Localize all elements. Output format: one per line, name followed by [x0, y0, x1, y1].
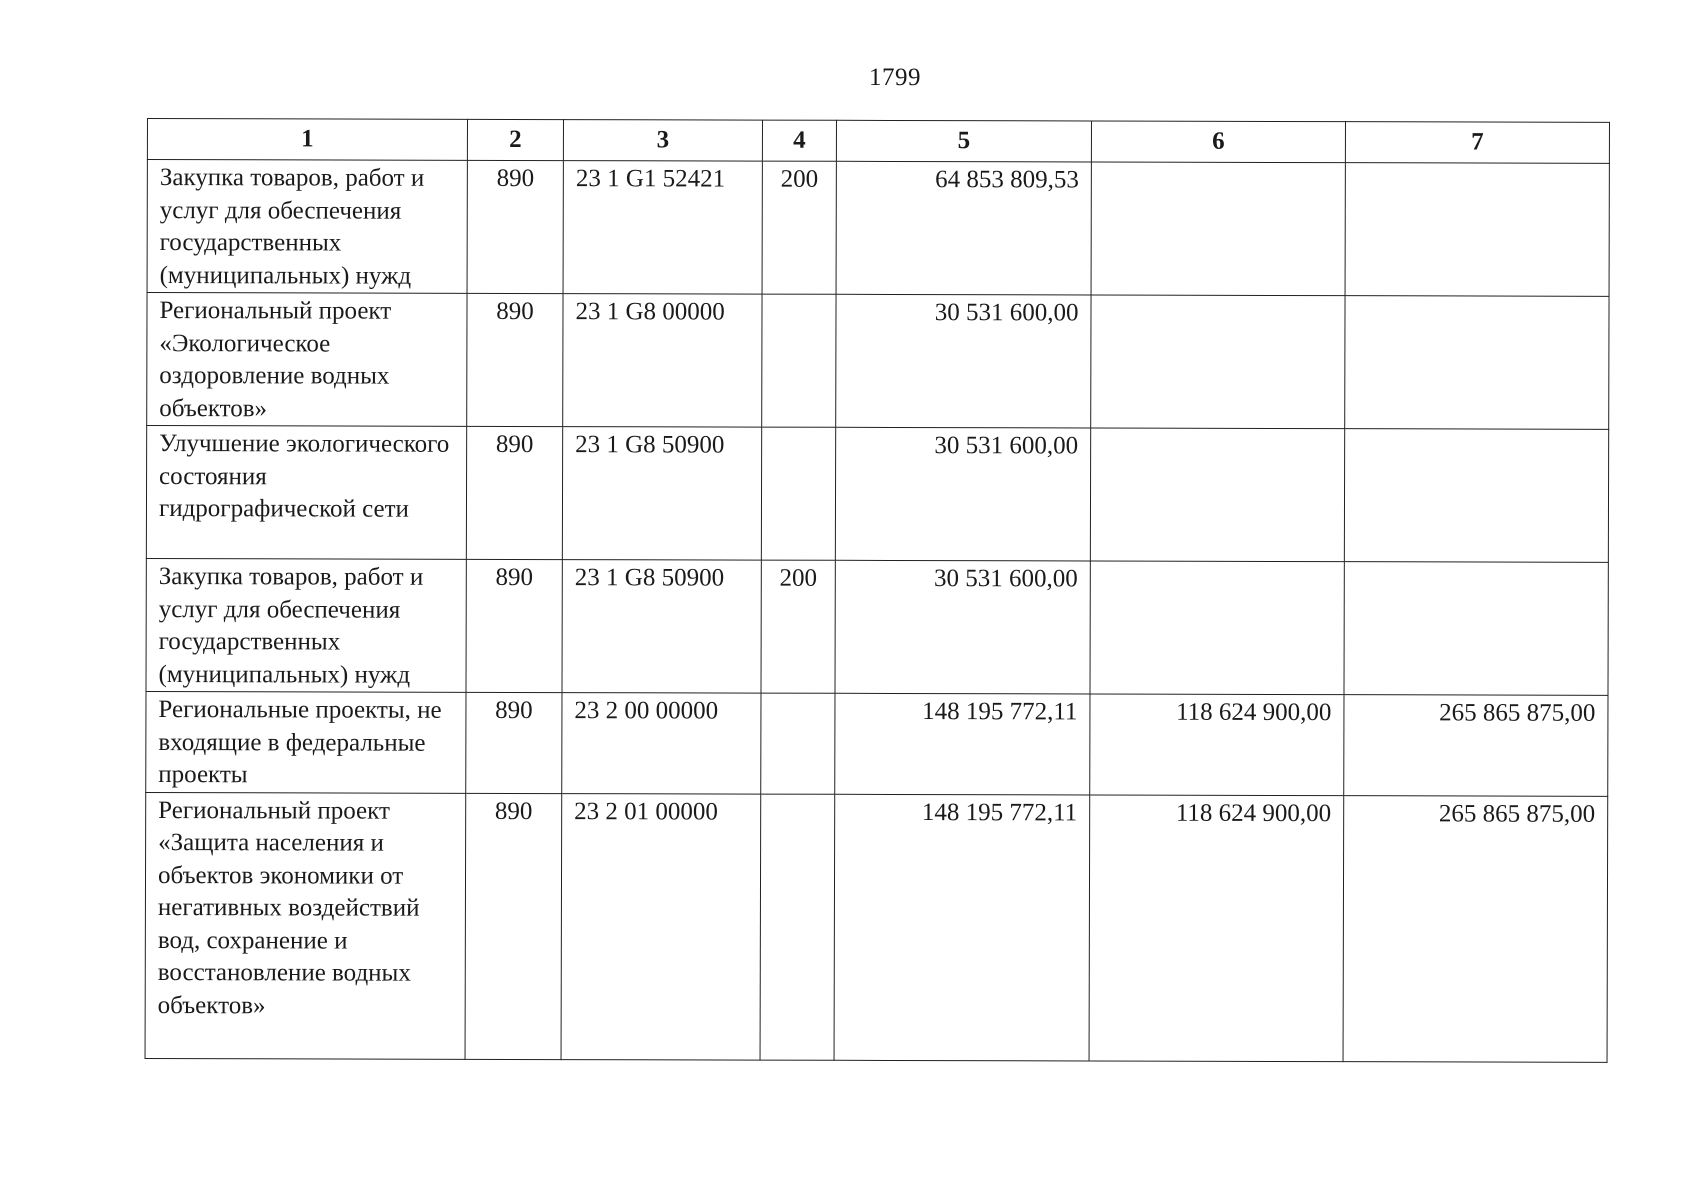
- row-amount-5: 30 531 600,00: [836, 294, 1091, 428]
- row-target-code: 23 2 01 00000: [561, 793, 761, 1060]
- row-code: 890: [467, 160, 563, 293]
- header-col-3: 3: [563, 120, 762, 162]
- row-code: 890: [466, 559, 562, 692]
- page-number: 1799: [869, 64, 921, 91]
- row-expense-type: 200: [761, 560, 835, 693]
- row-target-code: 23 1 G8 50900: [562, 427, 761, 561]
- row-code: 890: [467, 293, 563, 426]
- row-amount-7: 265 865 875,00: [1343, 795, 1608, 1062]
- row-amount-7: [1345, 163, 1609, 297]
- header-col-1: 1: [147, 119, 467, 161]
- row-expense-type: [761, 427, 835, 560]
- table-row: [145, 792, 1608, 1062]
- row-amount-6: 118 624 900,00: [1089, 794, 1344, 1061]
- row-amount-5: 148 195 772,11: [834, 794, 1090, 1061]
- row-code: 890: [465, 793, 562, 1059]
- header-col-6: 6: [1091, 121, 1345, 163]
- row-expense-type: [761, 693, 835, 794]
- row-amount-6: [1090, 428, 1344, 562]
- table-row: [146, 426, 1608, 563]
- table-row: [147, 293, 1609, 430]
- row-code: 890: [466, 692, 562, 793]
- table-row: [147, 160, 1609, 297]
- row-name: Улучшение экологического состояния гидрографической сети: [146, 426, 466, 560]
- row-amount-7: [1344, 429, 1608, 563]
- table-row: [146, 558, 1608, 695]
- row-amount-7: [1344, 562, 1608, 696]
- row-amount-7: [1345, 296, 1609, 430]
- header-col-4: 4: [762, 120, 836, 161]
- table-header-row: [147, 119, 1609, 164]
- row-expense-type: [762, 294, 836, 427]
- header-col-5: 5: [836, 120, 1091, 162]
- header-col-2: 2: [467, 119, 563, 160]
- row-target-code: 23 2 00 00000: [562, 693, 761, 794]
- row-amount-5: 64 853 809,53: [836, 161, 1091, 295]
- row-name: Закупка товаров, работ и услуг для обеспечения государственных (муниципальных) нужд: [147, 160, 467, 294]
- row-amount-6: [1091, 162, 1345, 296]
- row-expense-type: [760, 794, 835, 1060]
- row-target-code: 23 1 G8 00000: [563, 294, 762, 428]
- row-name: Региональные проекты, не входящие в федеральные проекты: [146, 691, 466, 792]
- row-name: Региональный проект «Экологическое оздоровление водных объектов»: [147, 293, 467, 427]
- budget-table: [145, 118, 1610, 1062]
- row-amount-5: 30 531 600,00: [835, 560, 1090, 694]
- budget-table-container: [145, 118, 1610, 1062]
- row-amount-6: [1091, 295, 1345, 429]
- row-code: 890: [466, 426, 562, 559]
- header-col-7: 7: [1345, 122, 1609, 164]
- row-amount-5: 148 195 772,11: [835, 693, 1090, 794]
- row-name: Региональный проект «Защита населения и объектов экономики от негативных воздействий вод, сохранение и восстановление водных объектов»: [145, 792, 466, 1059]
- row-amount-5: 30 531 600,00: [835, 427, 1090, 561]
- row-amount-6: 118 624 900,00: [1090, 694, 1344, 795]
- row-target-code: 23 1 G1 52421: [563, 161, 762, 295]
- row-name: Закупка товаров, работ и услуг для обеспечения государственных (муниципальных) нужд: [146, 558, 466, 692]
- table-row: [146, 691, 1608, 795]
- row-amount-7: 265 865 875,00: [1344, 695, 1608, 796]
- row-target-code: 23 1 G8 50900: [562, 560, 761, 694]
- row-expense-type: 200: [762, 161, 836, 294]
- row-amount-6: [1090, 561, 1344, 695]
